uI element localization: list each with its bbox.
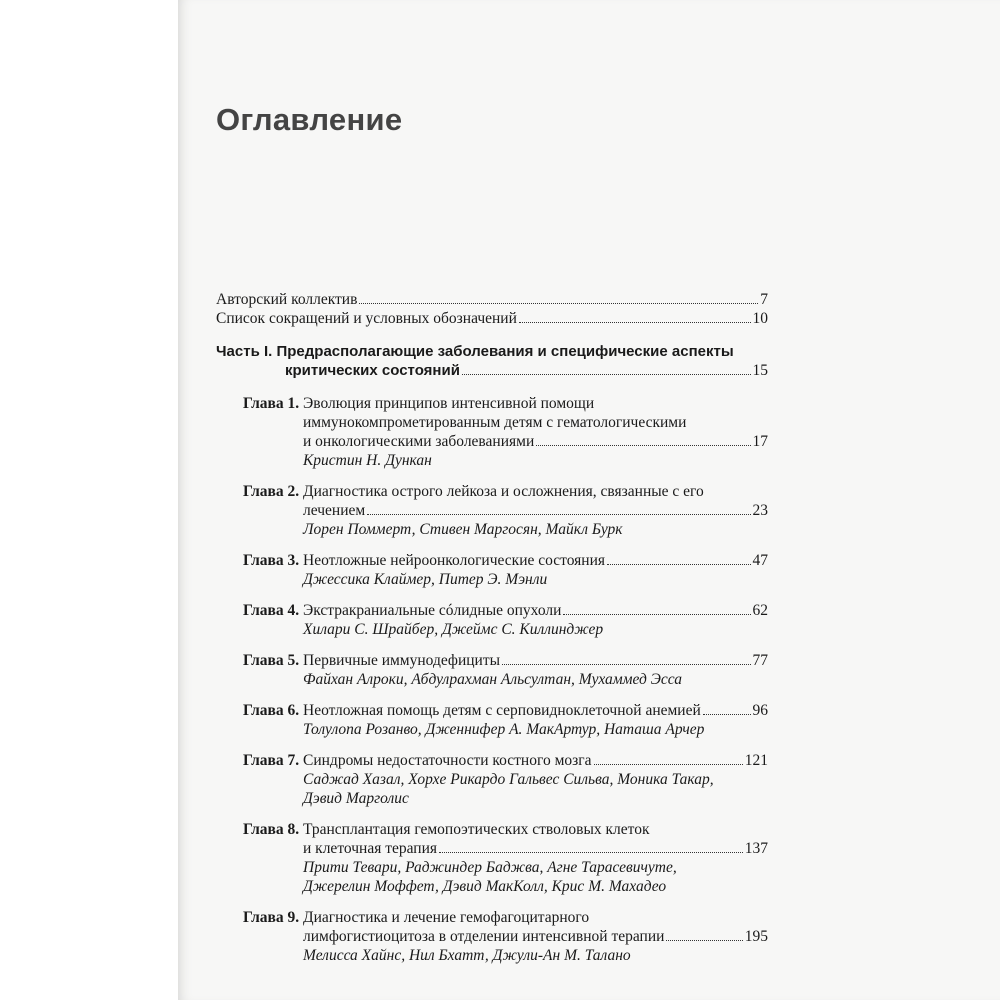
toc-entry-title: Список сокращений и условных обозначений: [216, 310, 517, 327]
chapter-title-line: и клеточная терапия: [303, 840, 438, 857]
dot-leader: [439, 852, 743, 853]
dot-leader: [703, 714, 751, 715]
toc-page-number: 62: [752, 602, 768, 619]
toc-part-1[interactable]: [216, 342, 768, 380]
part-title-line: критических состояний: [285, 362, 460, 379]
toc-page-number: 23: [752, 502, 768, 519]
page-title: Оглавление: [216, 102, 403, 137]
dot-leader: [607, 564, 750, 565]
toc-chapter-9[interactable]: [243, 908, 768, 965]
toc-page-number: 96: [752, 702, 768, 719]
dot-leader: [502, 664, 750, 665]
chapter-number: Глава 8.: [243, 821, 300, 838]
toc-entry-authors[interactable]: [216, 290, 768, 309]
toc-page-number: 47: [752, 552, 768, 569]
dot-leader: [666, 940, 742, 941]
toc-chapter-6[interactable]: [243, 701, 768, 739]
chapter-authors: Мелисса Хайнс, Нил Бхатт, Джули-Ан М. Талано: [303, 947, 631, 964]
dot-leader: [359, 303, 758, 304]
chapter-title-line: иммунокомпрометированным детям с гематологическими: [303, 414, 687, 431]
toc-chapter-5[interactable]: [243, 651, 768, 689]
part-label: Часть I.: [216, 343, 273, 360]
toc-page-number: 137: [744, 840, 768, 857]
chapter-title-line: лечением: [303, 502, 366, 519]
chapter-authors: Джерелин Моффет, Дэвид МакКолл, Крис М. Махадео: [303, 878, 667, 895]
toc-page-number: 15: [752, 362, 768, 379]
toc-entry-title: Авторский коллектив: [216, 291, 358, 308]
chapter-number: Глава 9.: [243, 909, 300, 926]
toc-page-number: 195: [744, 928, 768, 945]
dot-leader: [594, 764, 743, 765]
chapter-title-line: Диагностика острого лейкоза и осложнения, связанные с его: [303, 483, 704, 500]
chapter-authors: Саджад Хазал, Хорхе Рикардо Гальвес Сильва, Моника Такар,: [303, 771, 714, 788]
dot-leader: [519, 322, 751, 323]
chapter-number: Глава 1.: [243, 395, 300, 412]
chapter-authors: Толулопа Розанво, Дженнифер А. МакАртур, Наташа Арчер: [303, 721, 705, 738]
toc-chapter-8[interactable]: [243, 820, 768, 896]
toc-page-number: 10: [752, 310, 768, 327]
dot-leader: [367, 514, 750, 515]
dot-leader: [536, 445, 750, 446]
chapter-authors: Дэвид Марголис: [303, 790, 409, 807]
dot-leader: [563, 614, 750, 615]
toc-entry-abbreviations[interactable]: [216, 309, 768, 328]
chapter-title-line: Неотложные нейроонкологические состояния: [303, 552, 606, 569]
chapter-number: Глава 4.: [243, 602, 300, 619]
dot-leader: [462, 374, 751, 375]
chapter-title-line: Неотложная помощь детям с серповидноклеточной анемией: [303, 702, 701, 719]
chapter-authors: Прити Тевари, Раджиндер Баджва, Агне Тарасевичуте,: [303, 859, 677, 876]
chapter-title-line: Синдромы недостаточности костного мозга: [303, 752, 592, 769]
toc-chapter-7[interactable]: [243, 751, 768, 808]
chapter-title-line: и онкологическими заболеваниями: [303, 433, 535, 450]
toc-chapter-1[interactable]: [243, 394, 768, 470]
chapter-authors: Джессика Клаймер, Питер Э. Мэнли: [303, 571, 548, 588]
toc-chapter-2[interactable]: [243, 482, 768, 539]
toc-page-number: 7: [760, 291, 768, 308]
chapter-title-line: Экстракраниальные сóлидные опухоли: [303, 602, 562, 619]
chapter-title-line: Первичные иммунодефициты: [303, 652, 501, 669]
chapter-title-line: Эволюция принципов интенсивной помощи: [303, 395, 595, 412]
chapter-number: Глава 6.: [243, 702, 300, 719]
toc-page-number: 121: [744, 752, 768, 769]
chapter-title-line: Трансплантация гемопоэтических стволовых клеток: [303, 821, 650, 838]
chapter-number: Глава 7.: [243, 752, 300, 769]
chapter-title-line: лимфогистиоцитоза в отделении интенсивной терапии: [303, 928, 665, 945]
chapter-number: Глава 3.: [243, 552, 300, 569]
part-title-line: Предрасполагающие заболевания и специфические аспекты: [276, 343, 734, 360]
toc-page-number: 17: [752, 433, 768, 450]
chapter-number: Глава 5.: [243, 652, 300, 669]
chapter-number: Глава 2.: [243, 483, 300, 500]
chapter-authors: Лорен Поммерт, Стивен Маргосян, Майкл Бурк: [303, 521, 623, 538]
toc-chapter-3[interactable]: [243, 551, 768, 589]
table-of-contents: [216, 290, 768, 965]
toc-page-number: 77: [752, 652, 768, 669]
toc-chapter-4[interactable]: [243, 601, 768, 639]
chapter-authors: Файхан Алроки, Абдулрахман Альсултан, Мухаммед Эсса: [303, 671, 683, 688]
chapter-title-line: Диагностика и лечение гемофагоцитарного: [303, 909, 590, 926]
chapter-authors: Хилари С. Шрайбер, Джеймс С. Киллинджер: [303, 621, 604, 638]
chapter-authors: Кристин Н. Дункан: [303, 452, 432, 469]
